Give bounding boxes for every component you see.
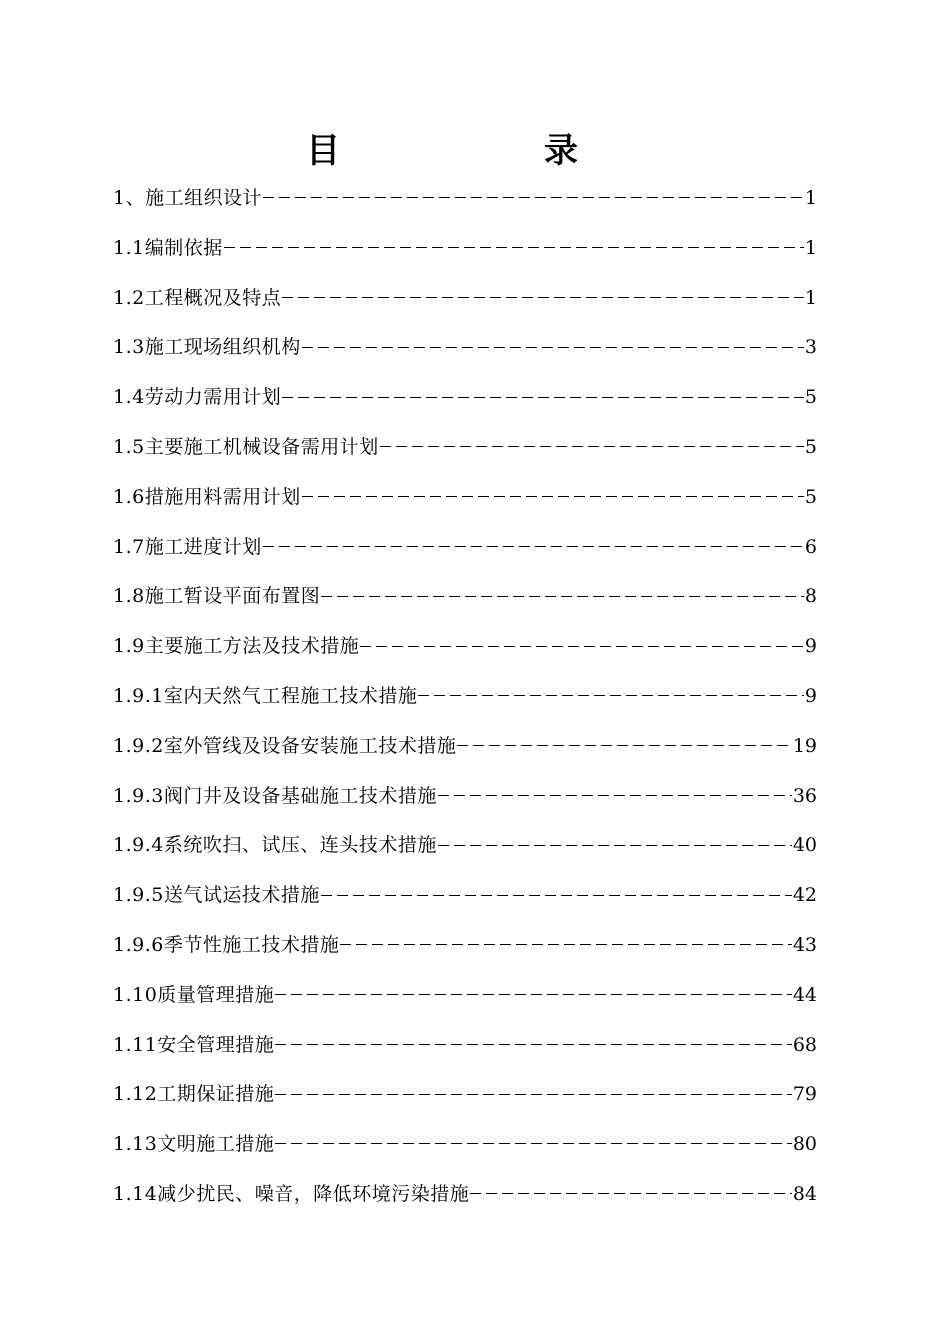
toc-entry[interactable]	[113, 971, 817, 1021]
toc-entry-label: 1.5主要施工机械设备需用计划	[113, 435, 379, 458]
toc-entry[interactable]	[113, 672, 817, 722]
toc-entry[interactable]	[113, 722, 817, 772]
toc-entry[interactable]	[113, 622, 817, 672]
toc-entry[interactable]	[113, 821, 817, 871]
dot-leader	[302, 346, 804, 348]
toc-entry-label: 1.11安全管理措施	[113, 1033, 275, 1056]
toc-entry[interactable]	[113, 772, 817, 822]
toc-entry-page: 5	[804, 386, 817, 409]
toc-entry[interactable]	[113, 1021, 817, 1071]
toc-entry-page: 6	[804, 535, 817, 558]
toc-entry-page: 1	[804, 187, 817, 209]
dot-leader	[263, 546, 804, 548]
toc-entry-label: 1.9.3阀门井及设备基础施工技术措施	[113, 784, 437, 807]
toc-entry-page: 9	[804, 635, 817, 658]
dot-leader	[360, 645, 804, 647]
toc-entry-label: 1.9主要施工方法及技术措施	[113, 635, 360, 658]
toc-entry-label: 1.9.4系统吹扫、试压、连头技术措施	[113, 834, 437, 857]
dot-leader	[275, 1093, 792, 1095]
dot-leader	[438, 844, 792, 846]
toc-entry-label: 1.7施工进度计划	[113, 535, 262, 558]
page-title: 目 录	[306, 131, 674, 171]
dot-leader	[282, 297, 804, 299]
toc-entry-label: 1.10质量管理措施	[113, 983, 275, 1006]
toc-entry-label: 1.13文明施工措施	[113, 1133, 275, 1156]
toc-entry[interactable]	[113, 473, 817, 523]
dot-leader	[438, 795, 792, 797]
toc-entry-page: 40	[792, 834, 817, 857]
toc-entry-label: 1.6措施用料需用计划	[113, 485, 301, 508]
dot-leader	[302, 496, 804, 498]
dot-leader	[275, 1044, 792, 1046]
toc-entry[interactable]	[113, 523, 817, 573]
toc-entry-label: 1.9.1室内天然气工程施工技术措施	[113, 684, 418, 707]
toc-entry-page: 5	[804, 435, 817, 458]
toc-entry-page: 3	[804, 336, 817, 359]
toc-entry-label: 1.1编制依据	[113, 236, 223, 259]
dot-leader	[275, 994, 792, 996]
toc-entry-label: 1.14减少扰民、噪音，降低环境污染措施	[113, 1182, 470, 1205]
toc-entry[interactable]	[113, 423, 817, 473]
dot-leader	[275, 1143, 792, 1145]
toc-entry[interactable]	[113, 921, 817, 971]
toc-entry-page: 44	[792, 983, 817, 1006]
toc-entry-page: 1	[804, 236, 817, 259]
toc-entry-label: 1.8施工暂设平面布置图	[113, 585, 321, 608]
dot-leader	[380, 446, 804, 448]
toc-entry[interactable]	[113, 274, 817, 324]
toc-entry-page: 84	[792, 1182, 817, 1205]
dot-leader	[340, 944, 791, 946]
toc-entry-label: 1.12工期保证措施	[113, 1083, 275, 1106]
toc-entry[interactable]	[113, 224, 817, 274]
dot-leader	[418, 695, 804, 697]
toc-entry-page: 68	[792, 1033, 817, 1056]
toc-entry-label: 1.9.5送气试运技术措施	[113, 884, 320, 907]
toc-entry[interactable]	[113, 373, 817, 423]
toc-entry-label: 1、施工组织设计	[113, 187, 263, 209]
toc-entry-page: 80	[792, 1133, 817, 1156]
toc-entry-label: 1.9.6季节性施工技术措施	[113, 933, 340, 956]
toc-entry[interactable]	[113, 572, 817, 622]
toc-entry-label: 1.2工程概况及特点	[113, 286, 282, 309]
toc-entry[interactable]	[113, 871, 817, 921]
toc-list	[113, 174, 817, 1220]
toc-entry-label: 1.3施工现场组织机构	[113, 336, 301, 359]
toc-entry-page: 1	[804, 286, 817, 309]
toc-entry[interactable]	[113, 1070, 817, 1120]
dot-leader	[224, 247, 804, 249]
toc-entry[interactable]	[113, 1170, 817, 1220]
toc-entry[interactable]	[113, 174, 817, 224]
dot-leader	[263, 197, 804, 199]
toc-entry-page: 19	[792, 734, 817, 757]
toc-entry-label: 1.4劳动力需用计划	[113, 386, 282, 409]
toc-entry[interactable]	[113, 1120, 817, 1170]
dot-leader	[282, 396, 804, 398]
toc-entry-page: 5	[804, 485, 817, 508]
dot-leader	[457, 745, 791, 747]
toc-entry-page: 43	[792, 933, 817, 956]
toc-entry[interactable]	[113, 323, 817, 373]
toc-entry-page: 9	[804, 684, 817, 707]
toc-entry-page: 36	[792, 784, 817, 807]
toc-entry-page: 8	[804, 585, 817, 608]
dot-leader	[321, 595, 804, 597]
dot-leader	[470, 1193, 792, 1195]
toc-entry-page: 42	[792, 884, 817, 907]
toc-entry-page: 79	[792, 1083, 817, 1106]
toc-entry-label: 1.9.2室外管线及设备安装施工技术措施	[113, 734, 457, 757]
dot-leader	[321, 894, 792, 896]
